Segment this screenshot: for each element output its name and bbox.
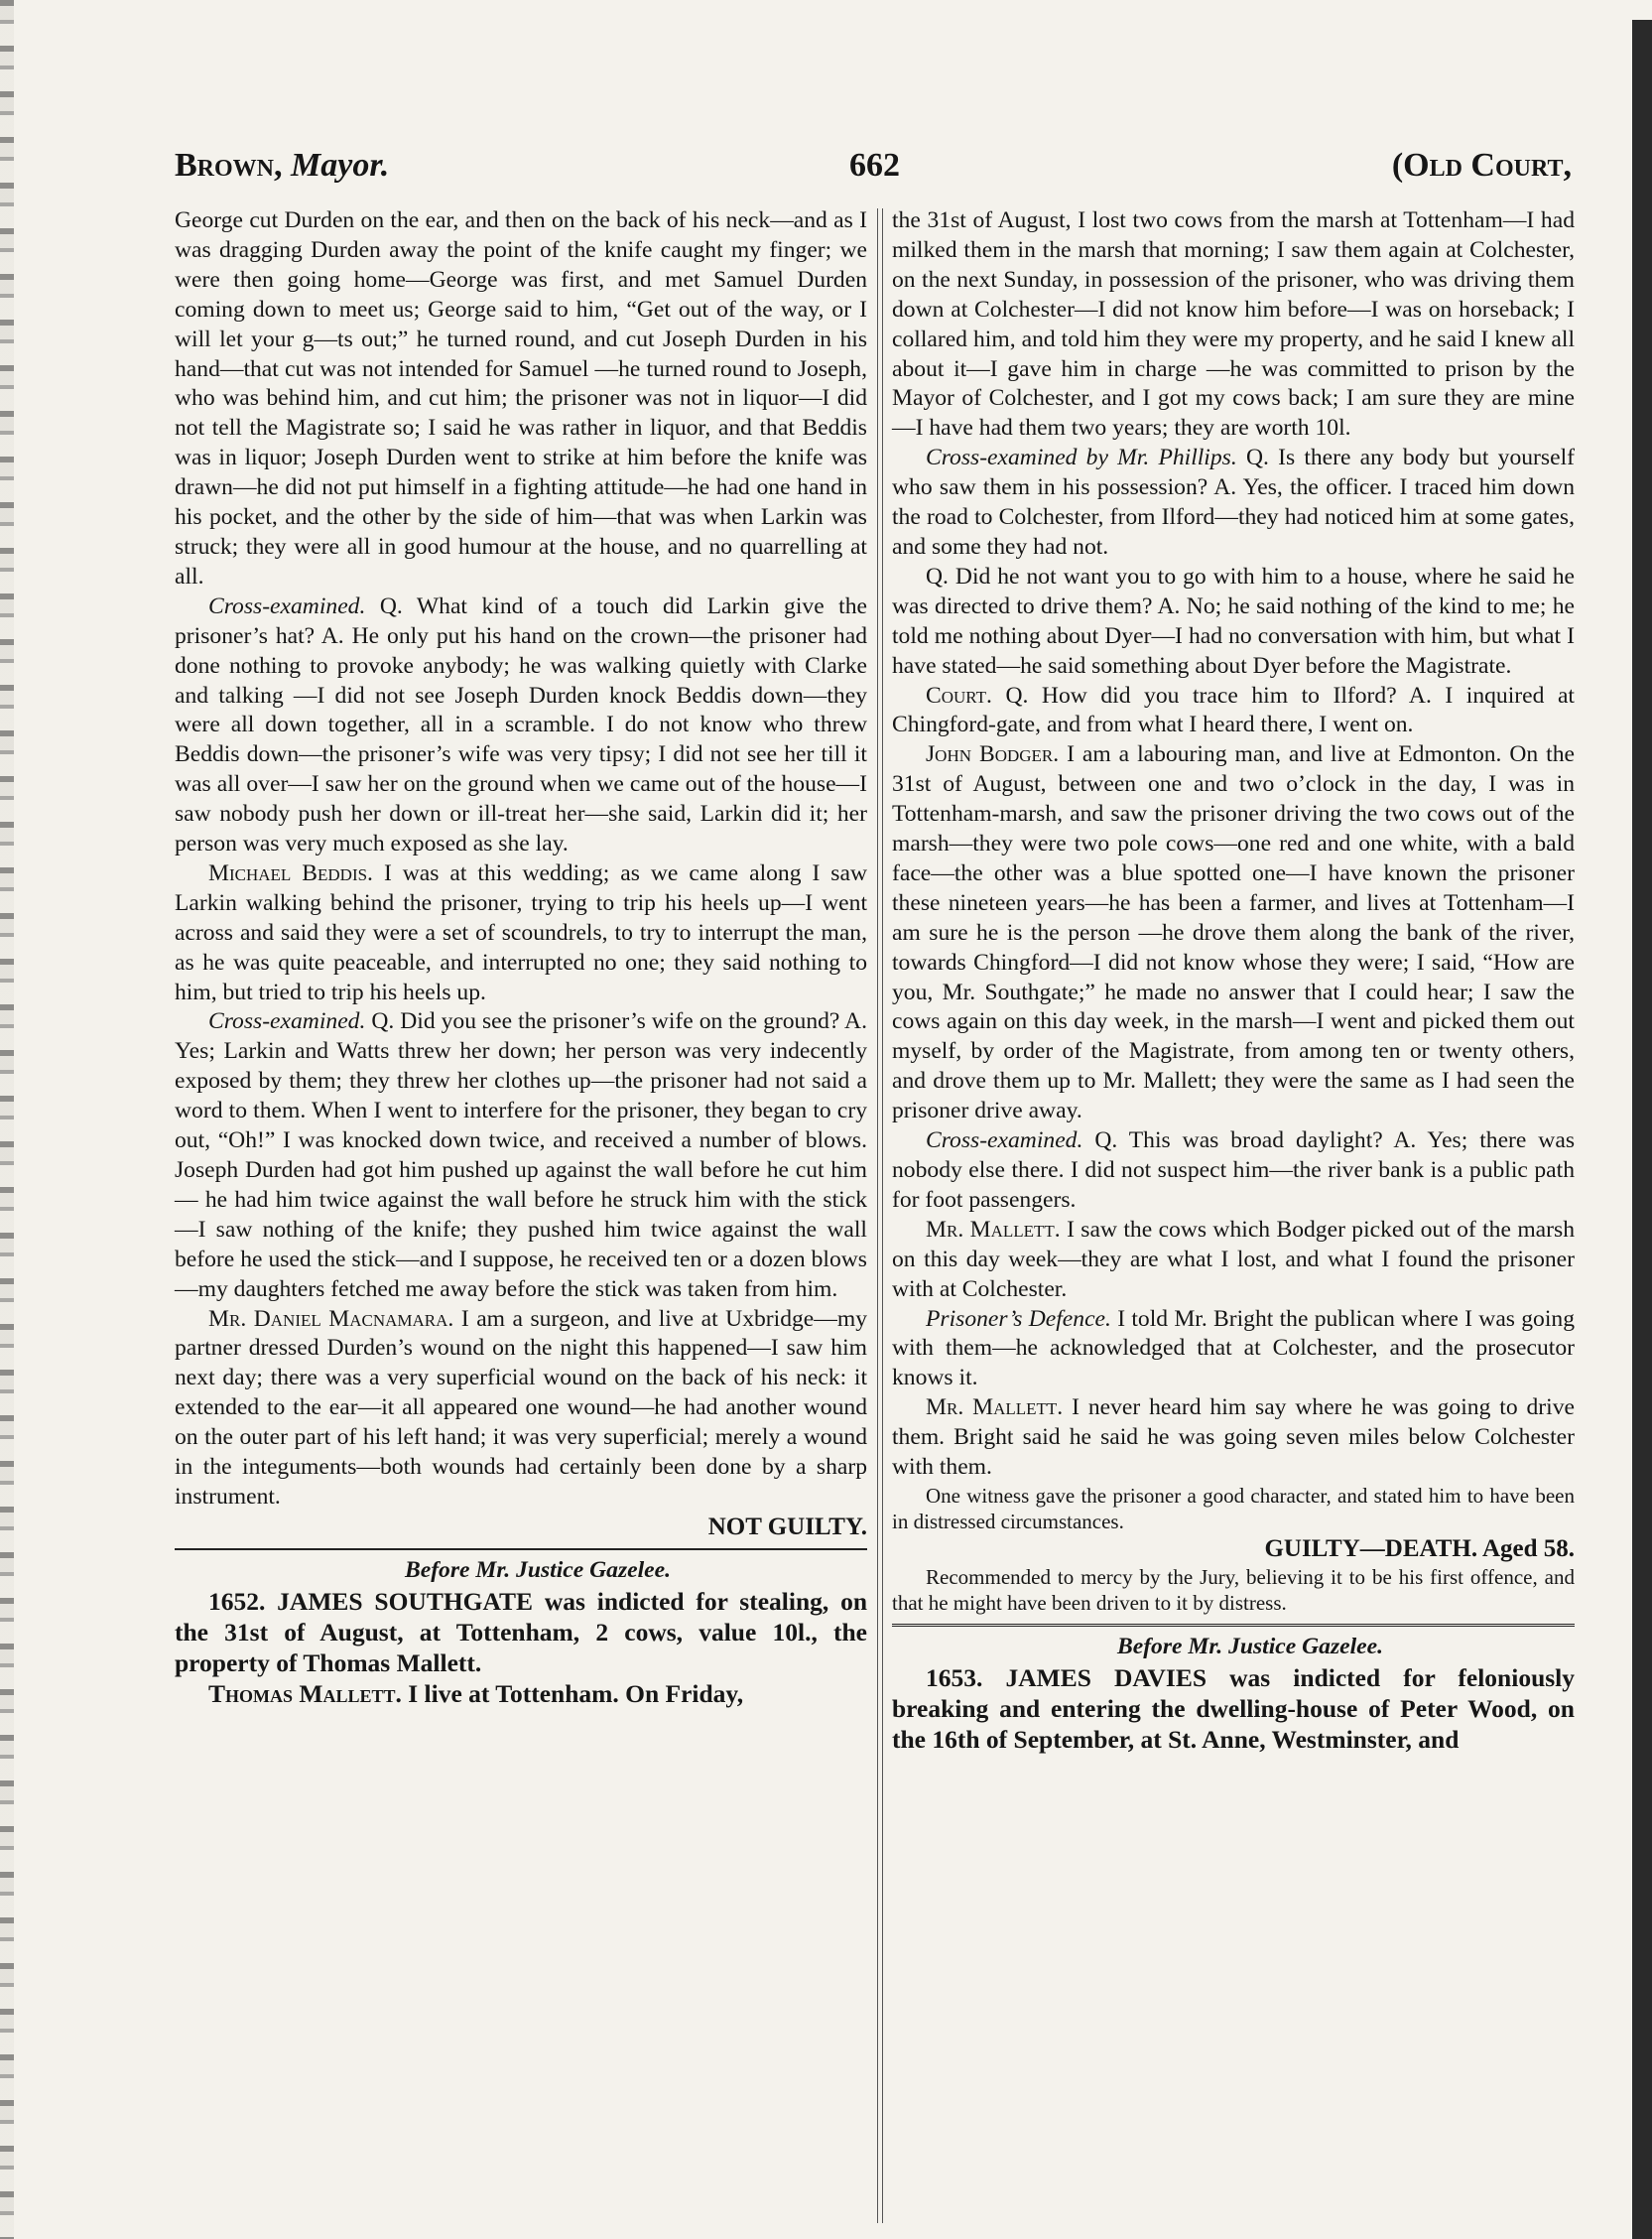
right-column xyxy=(892,206,1575,1755)
speaker-label: Cross-examined by Mr. Phillips. xyxy=(926,445,1237,471)
scan-edge-right xyxy=(1632,20,1652,2239)
paragraph-text: I never heard him say where he was going to drive them. Bright said he said he was going seven miles below Colchester with them. xyxy=(892,1394,1575,1481)
paragraph: Q. Did he not want you to go with him to a house, where he said he was directed to drive them? A. No; he said nothing of the kind to me; he told me nothing about Dyer—I had no conversation with him, but what I have stated—he said something about Dyer before the Magistrate. xyxy=(892,563,1575,679)
paragraph xyxy=(892,1393,1575,1483)
paragraph-text: Q. This was broad daylight? A. Yes; there was nobody else there. I did not suspect him—the river bank is a public path for foot passengers. xyxy=(892,1127,1576,1213)
paragraph xyxy=(175,1678,867,1709)
case-heading xyxy=(175,1586,867,1678)
case-number: 1652. JAMES SOUTHGATE xyxy=(208,1586,534,1616)
speaker-label: Cross-examined. xyxy=(926,1127,1083,1154)
paragraph-text: Q. Did you see the prisoner’s wife on the ground? A. Yes; Larkin and Watts threw her down; her person was very indecently exposed by them; they threw her clothes up—the prisoner had not said a word to them. When I went to interfere for the prisoner, they began to cry out, “Oh!” I was knocked down twice, and received a number of blows. Joseph Durden had got him pushed up against the wall before he cut him— he had him twice against the wall before he struck him with the stick—I saw nothing of the knife; they pushed him twice against the wall before he used the stick—and I suppose, he received ten or a dozen blows—my daughters fetched me away before the stick was taken from him. xyxy=(175,1008,867,1302)
paragraph xyxy=(175,1007,867,1304)
paragraph-text: Q. Is there any body but yourself who saw them in his possession? A. Yes, the officer. I traced him down the road to Colchester, from Ilford—they had noticed him at some gates, and some they had not. xyxy=(892,445,1575,560)
paragraph-text: I am a surgeon, and live at Uxbridge—my partner dressed Durden’s wound on the night this happened—I saw him next day; there was a very superficial wound on the back of his neck: it extended to the ear—it all appeared one wound—he had another wound on the outer part of his left hand; it was very superficial; merely a wound in the integuments—both wounds had certainly been done by a sharp instrument. xyxy=(175,1305,868,1510)
paragraph-text: I was at this wedding; as we came along I saw Larkin walking behind the prisoner, trying to trip his heels up—I went across and said they were a set of scoundrels, to try to interrupt the man, as he was quite peaceable, and interrupted no one; they said nothing to him, but tried to trip his heels up. xyxy=(175,859,867,1005)
before-judge: Before Mr. Justice Gazelee. xyxy=(404,1556,671,1583)
witness-name: Mr. Mallett. xyxy=(926,1394,1064,1421)
case-text: was indicted for feloniously breaking and entering the dwelling-house of Peter Wood, on the 16th of September, at St. Anne, Westminster, and xyxy=(892,1662,1576,1754)
witness-name: Mr. Mallett. xyxy=(926,1216,1061,1243)
before-judge: Before Mr. Justice Gazelee. xyxy=(1116,1633,1383,1659)
case-heading xyxy=(892,1662,1575,1755)
section-rule xyxy=(892,1624,1575,1627)
paragraph xyxy=(892,1305,1575,1394)
header-title: Mayor. xyxy=(291,147,390,184)
character-note: One witness gave the prisoner a good character, and stated him to have been in distressed circumstances. xyxy=(892,1483,1575,1533)
left-column xyxy=(175,206,867,1709)
witness-name: John Bodger. xyxy=(926,741,1060,768)
witness-name: Thomas Mallett. xyxy=(208,1678,402,1708)
witness-name: Mr. Daniel Macnamara. xyxy=(208,1305,454,1332)
paragraph xyxy=(175,1305,867,1513)
paragraph xyxy=(175,593,867,859)
paragraph xyxy=(892,1216,1575,1305)
paragraph xyxy=(892,444,1575,563)
running-header xyxy=(175,147,1572,191)
paragraph-text: Q. How did you trace him to Ilford? A. I inquired at Chingford-gate, and from what I heard there, I went on. xyxy=(892,682,1575,738)
paragraph: the 31st of August, I lost two cows from the marsh at Tottenham—I had milked them in the marsh that morning; I saw them again at Colchester, on the next Sunday, in possession of the prisoner, who was driving them down at Colchester—I did not know him before—I was on horseback; I collared him, and told him they were my property, and he said I knew all about it—I gave him in charge —he was committed to prison by the Mayor of Colchester, and I got my cows back; I am sure they are mine—I have had them two years; they are worth 10l. xyxy=(892,207,1575,442)
speaker-label: Cross-examined. xyxy=(208,593,366,619)
paragraph-text: I am a labouring man, and live at Edmonton. On the 31st of August, between one and two o’clock in the day, I was in Tottenham-marsh, and saw the prisoner driving the two cows out of the marsh—they were two pole cows—one red and one white, with a bald face—the other was a blue spotted one—I have known the prisoner these nineteen years—he has been a farmer, and lives at Tottenham—I am sure he is the person —he drove them along the bank of the river, towards Chingford—I did not know whose they were; I said, “How are you, Mr. Southgate;” he made no answer that I could hear; I saw the cows again on this day week, in the marsh—I went and picked them out myself, by order of the Magistrate, from among ten or twenty others, and drove them up to Mr. Mallett; they were the same as I had seen the prisoner drive away. xyxy=(892,741,1575,1124)
paragraph xyxy=(892,682,1575,741)
scan-edge-left xyxy=(0,0,14,2239)
header-mayor xyxy=(175,147,389,185)
paragraph xyxy=(892,740,1575,1126)
speaker-label: Cross-examined. xyxy=(208,1008,366,1035)
paragraph-text: I live at Tottenham. On Friday, xyxy=(408,1678,744,1708)
paragraph xyxy=(175,859,867,1008)
recommendation-note: Recommended to mercy by the Jury, believing it to be his first offence, and that he might have been driven to it by distress. xyxy=(892,1564,1575,1615)
verdict: NOT GUILTY. xyxy=(707,1513,867,1540)
paragraph: George cut Durden on the ear, and then on the back of his neck—and as I was dragging Durden away the point of the knife caught my finger; we were then going home—George was first, and met Samuel Durden coming down to meet us; George said to him, “Get out of the way, or I will let your g—ts out;” he turned round, and cut Joseph Durden in his hand—that cut was not intended for Samuel —he turned round to Joseph, who was behind him, and cut him; the prisoner was not in liquor—I did not tell the Magistrate so; I said he was rather in liquor, and that Beddis was in liquor; Joseph Durden went to strike at him before the knife was drawn—he did not put himself in a fighting attitude—he had one hand in his pocket, and the other by the side of him—that was when Larkin was struck; they were all in good humour at the house, and no quarrelling at all. xyxy=(175,207,867,590)
verdict: GUILTY—DEATH. Aged 58. xyxy=(1264,1534,1575,1562)
witness-name: Michael Beddis. xyxy=(208,859,373,886)
speaker-label: Prisoner’s Defence. xyxy=(926,1305,1111,1332)
page-number: 662 xyxy=(849,147,900,184)
paragraph-text: Q. What kind of a touch did Larkin give the prisoner’s hat? A. He only put his hand on the crown—the prisoner had done nothing to provoke anybody; he was walking quietly with Clarke and talking —I did not see Joseph Durden knock Beddis down—they were all down together, all in a scramble. I do not know who threw Beddis down—the prisoner’s wife was very tipsy; I did not see her till it was all over—I saw her on the ground when we came out of the house—I saw nobody push her down or ill-treat her—she said, Larkin did it; her person was very much exposed as she lay. xyxy=(175,593,867,857)
paragraph-text: I told Mr. Bright the publican where I was going with them—he acknowledged that at Colchester, and the prosecutor knows it. xyxy=(892,1305,1575,1391)
header-court: (Old Court, xyxy=(1391,147,1572,184)
header-name: Brown, xyxy=(175,147,283,184)
case-text: was indicted for stealing, on the 31st of August, at Tottenham, 2 cows, value 10l., the property of Thomas Mallett. xyxy=(175,1586,868,1677)
section-rule xyxy=(175,1548,867,1550)
paragraph-text: I saw the cows which Bodger picked out of the marsh on this day week—they are what I lost, and what I found the prisoner with at Colchester. xyxy=(892,1216,1575,1302)
column-divider xyxy=(877,208,883,2223)
paragraph xyxy=(892,1126,1575,1216)
case-number: 1653. JAMES DAVIES xyxy=(926,1662,1207,1692)
witness-name: Court. xyxy=(926,682,992,709)
